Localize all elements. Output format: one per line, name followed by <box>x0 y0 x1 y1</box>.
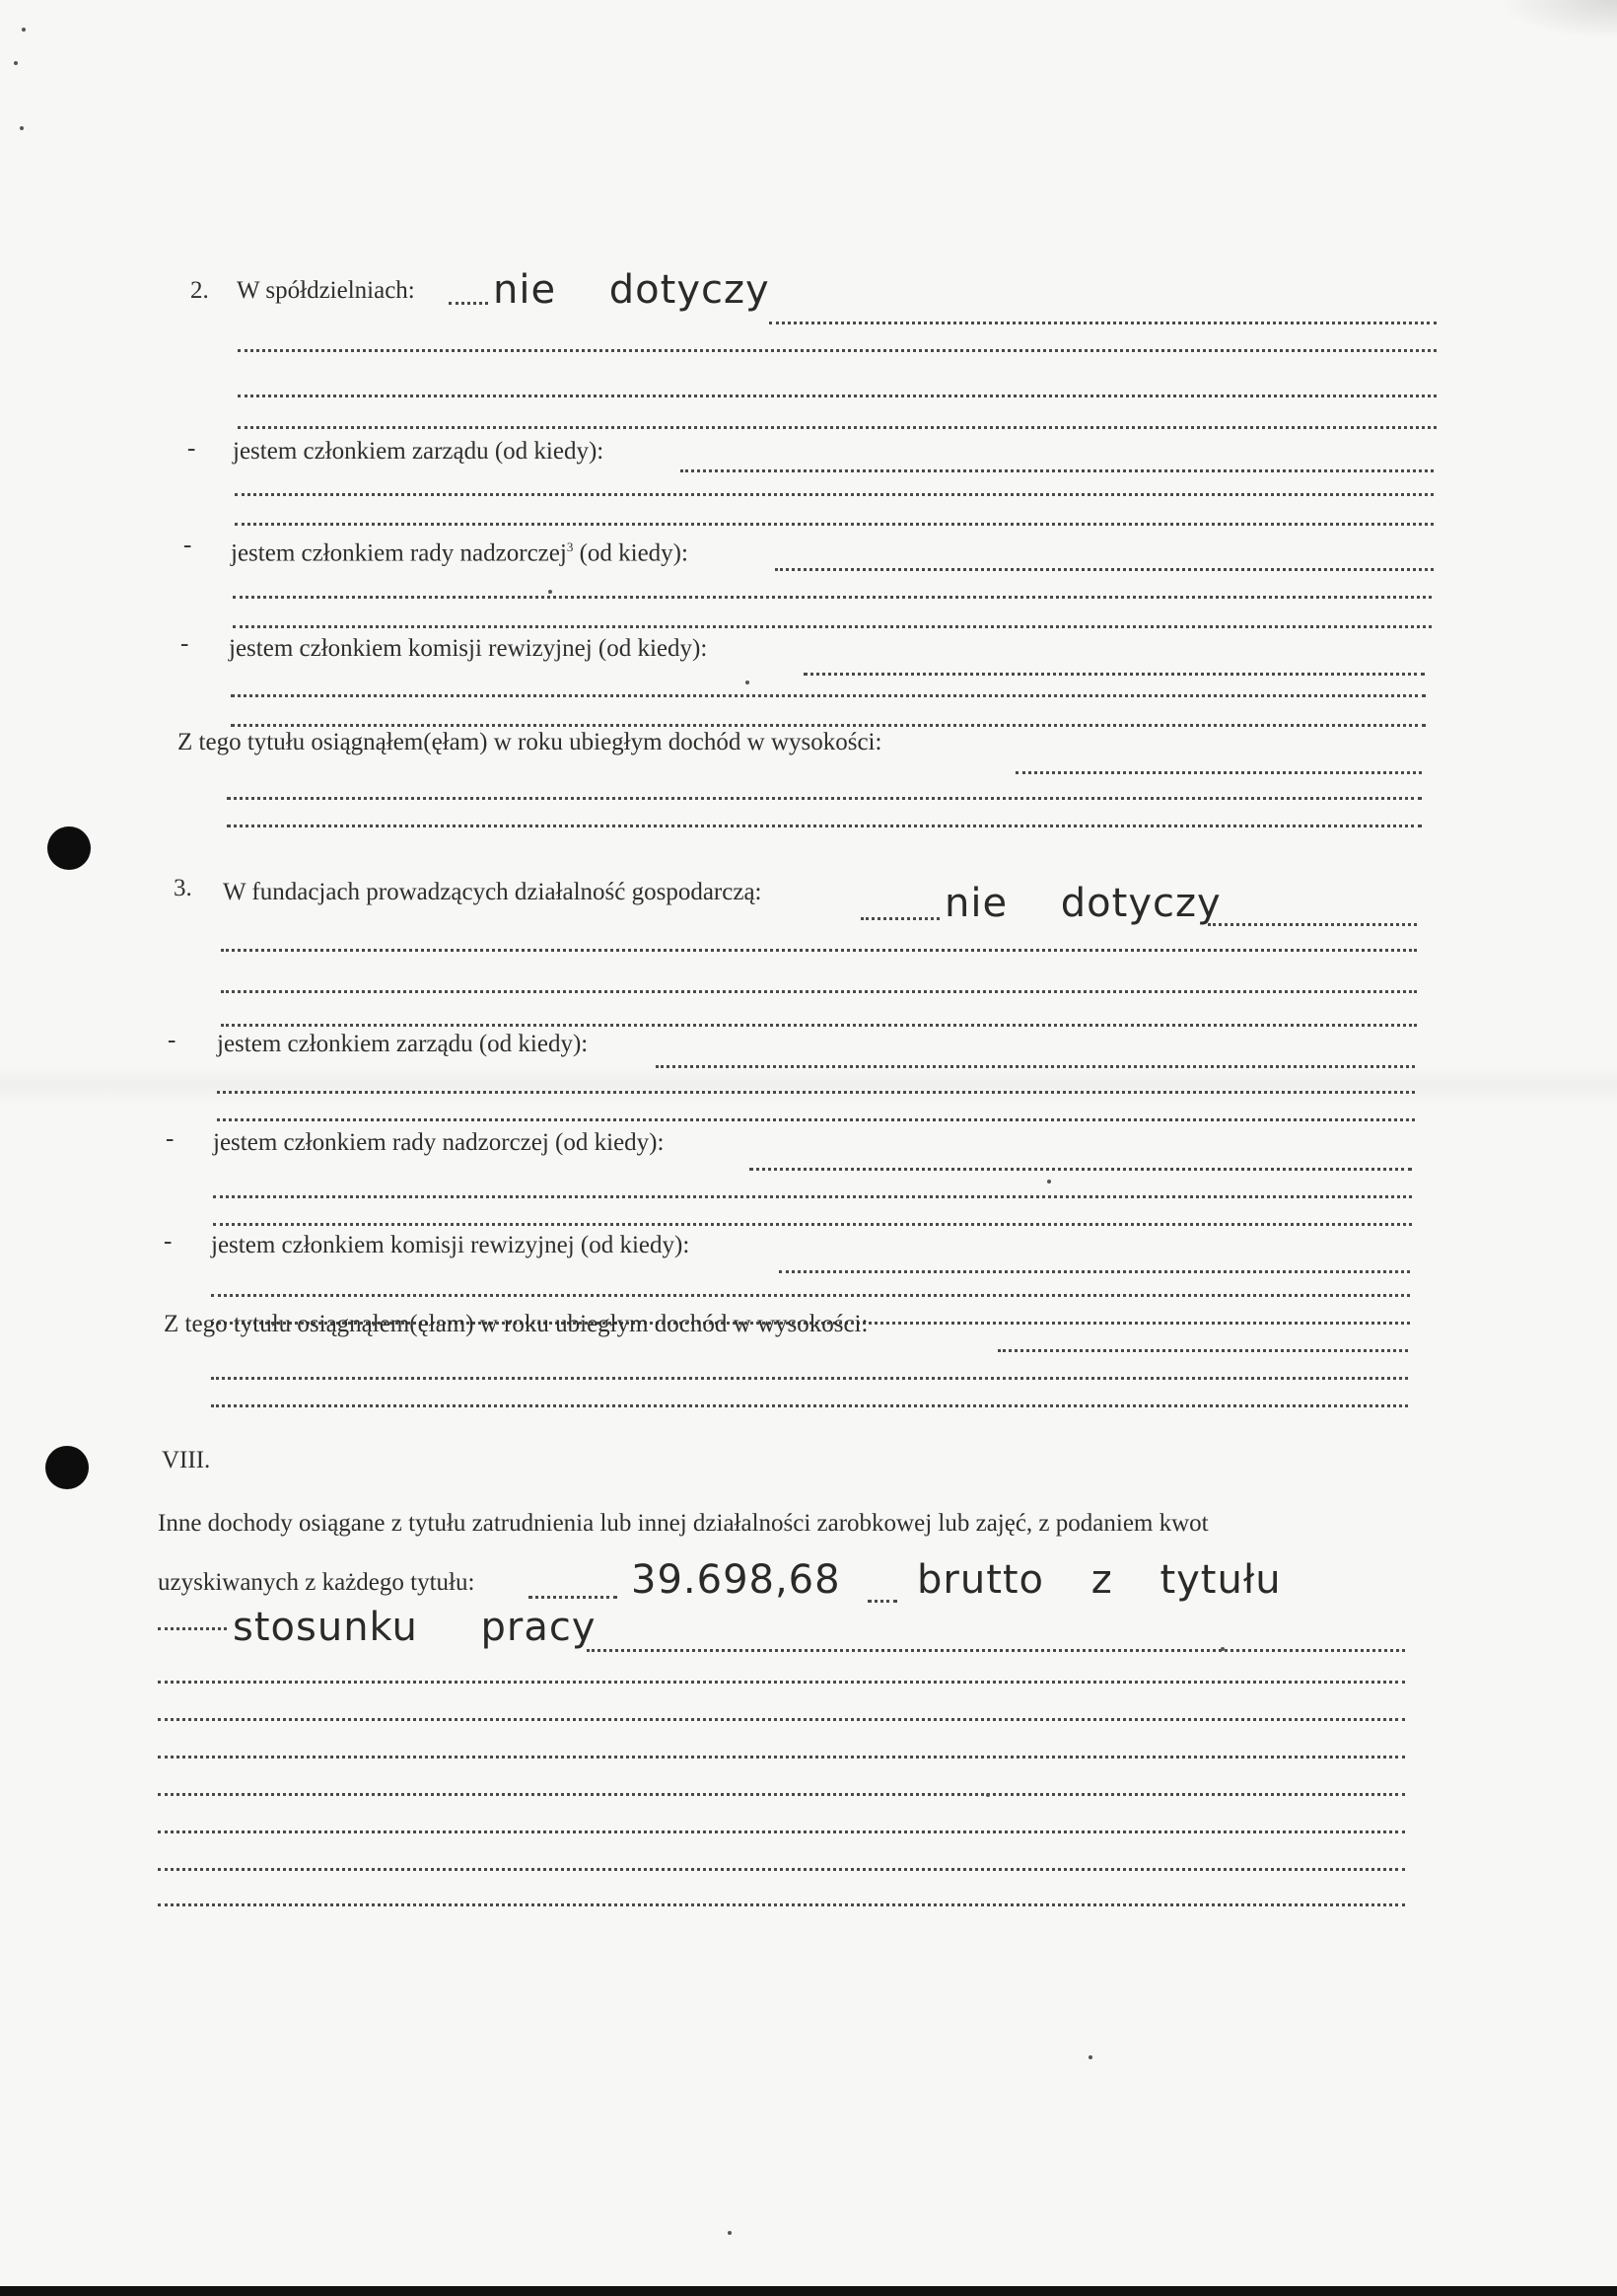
list-dash: - <box>187 435 196 462</box>
dotted-line <box>449 302 488 305</box>
dotted-line <box>779 1270 1410 1273</box>
dotted-line <box>221 949 1417 952</box>
dotted-line <box>235 493 1434 496</box>
scan-speck <box>20 126 24 130</box>
dotted-line <box>227 825 1422 827</box>
scan-speck <box>1221 1647 1225 1651</box>
section2-number: 2. <box>190 277 209 304</box>
dotted-line <box>221 990 1417 993</box>
section8-handwritten-amount: 39.698,68 <box>631 1557 841 1603</box>
section3-heading: W fundacjach prowadzących działalność gospodarczą: <box>223 879 762 905</box>
dotted-line <box>158 1793 1405 1796</box>
dotted-line <box>749 1168 1412 1171</box>
section2-supervisory-board-member: jestem członkiem rady nadzorczej$^3$ (od kiedy): <box>231 539 688 567</box>
scan-speck <box>14 61 18 65</box>
dotted-line <box>528 1596 617 1599</box>
scan-fold-shadow <box>0 1065 1617 1105</box>
dotted-line <box>656 1065 1415 1068</box>
list-dash: - <box>168 1027 176 1053</box>
section3-handwritten-answer: nie dotyczy <box>945 881 1222 926</box>
scan-corner-shadow <box>1499 0 1617 39</box>
list-dash: - <box>180 630 189 657</box>
dotted-line <box>1208 923 1417 926</box>
section8-description-line1: Inne dochody osiągane z tytułu zatrudnienia lub innej działalności zarobkowej lub zajęć, z podaniem kwot <box>158 1510 1209 1537</box>
dotted-line <box>238 395 1437 397</box>
scan-speck <box>745 681 749 684</box>
dotted-line <box>231 694 1426 697</box>
dotted-line <box>217 1118 1415 1121</box>
scan-speck <box>1047 1180 1051 1184</box>
dotted-line <box>235 523 1434 526</box>
dotted-line <box>680 469 1434 472</box>
dotted-line <box>231 724 1426 727</box>
dotted-line <box>213 1195 1412 1198</box>
dotted-line <box>238 426 1437 429</box>
dotted-line <box>1016 771 1422 774</box>
dotted-line <box>861 917 940 920</box>
dotted-line <box>804 673 1425 676</box>
dotted-line <box>238 349 1437 352</box>
section3-income-statement: Z tego tytułu osiągnąłem(ęłam) w roku ubiegłym dochód w wysokości: <box>164 1311 869 1337</box>
punch-hole <box>47 826 91 870</box>
section2-heading: W spółdzielniach: <box>237 277 415 304</box>
scan-speck <box>728 2231 732 2235</box>
dotted-line <box>158 1718 1405 1721</box>
dotted-line <box>158 1903 1405 1906</box>
dotted-line <box>211 1294 1410 1297</box>
list-dash: - <box>166 1125 175 1152</box>
section3-supervisory-board-member: jestem członkiem rady nadzorczej (od kiedy): <box>213 1129 665 1156</box>
section8-title: VIII. <box>162 1447 211 1473</box>
dotted-line <box>769 322 1437 324</box>
section8-handwritten-text2: stosunku pracy <box>233 1605 597 1650</box>
dotted-line <box>233 625 1432 628</box>
section2-income-statement: Z tego tytułu osiągnąłem(ęłam) w roku ubiegłym dochód w wysokości: <box>177 729 882 755</box>
scan-speck <box>548 590 552 594</box>
dotted-line <box>213 1223 1412 1226</box>
dotted-line <box>158 1868 1405 1871</box>
list-dash: - <box>183 532 192 558</box>
section2-board-member: jestem członkiem zarządu (od kiedy): <box>233 438 604 465</box>
dotted-line <box>158 1681 1405 1684</box>
dotted-line <box>868 1600 897 1603</box>
section2-audit-committee-member: jestem członkiem komisji rewizyjnej (od kiedy): <box>229 635 708 662</box>
punch-hole <box>45 1446 89 1489</box>
dotted-line <box>227 797 1422 800</box>
dotted-line <box>221 1024 1417 1027</box>
scan-speck <box>1089 2055 1092 2059</box>
section3-audit-committee-member: jestem członkiem komisji rewizyjnej (od kiedy): <box>211 1232 690 1258</box>
section3-board-member: jestem członkiem zarządu (od kiedy): <box>217 1031 589 1057</box>
section8-handwritten-text1: brutto z tytułu <box>917 1557 1282 1603</box>
section3-number: 3. <box>174 875 192 901</box>
dotted-line <box>587 1649 1405 1652</box>
dotted-line <box>211 1404 1408 1407</box>
dotted-line <box>998 1349 1408 1352</box>
dotted-line <box>211 1377 1408 1380</box>
scan-bottom-edge <box>0 2286 1617 2296</box>
scan-speck <box>22 28 26 32</box>
dotted-line <box>158 1756 1405 1758</box>
dotted-line <box>775 568 1434 571</box>
dotted-line <box>158 1627 227 1630</box>
dotted-line <box>158 1830 1405 1833</box>
dotted-line <box>233 596 1432 599</box>
section8-description-line2: uzyskiwanych z każdego tytułu: <box>158 1569 475 1596</box>
scan-speck <box>986 1793 990 1797</box>
list-dash: - <box>164 1228 173 1255</box>
dotted-line <box>217 1091 1415 1094</box>
section2-handwritten-answer: nie dotyczy <box>493 267 770 313</box>
